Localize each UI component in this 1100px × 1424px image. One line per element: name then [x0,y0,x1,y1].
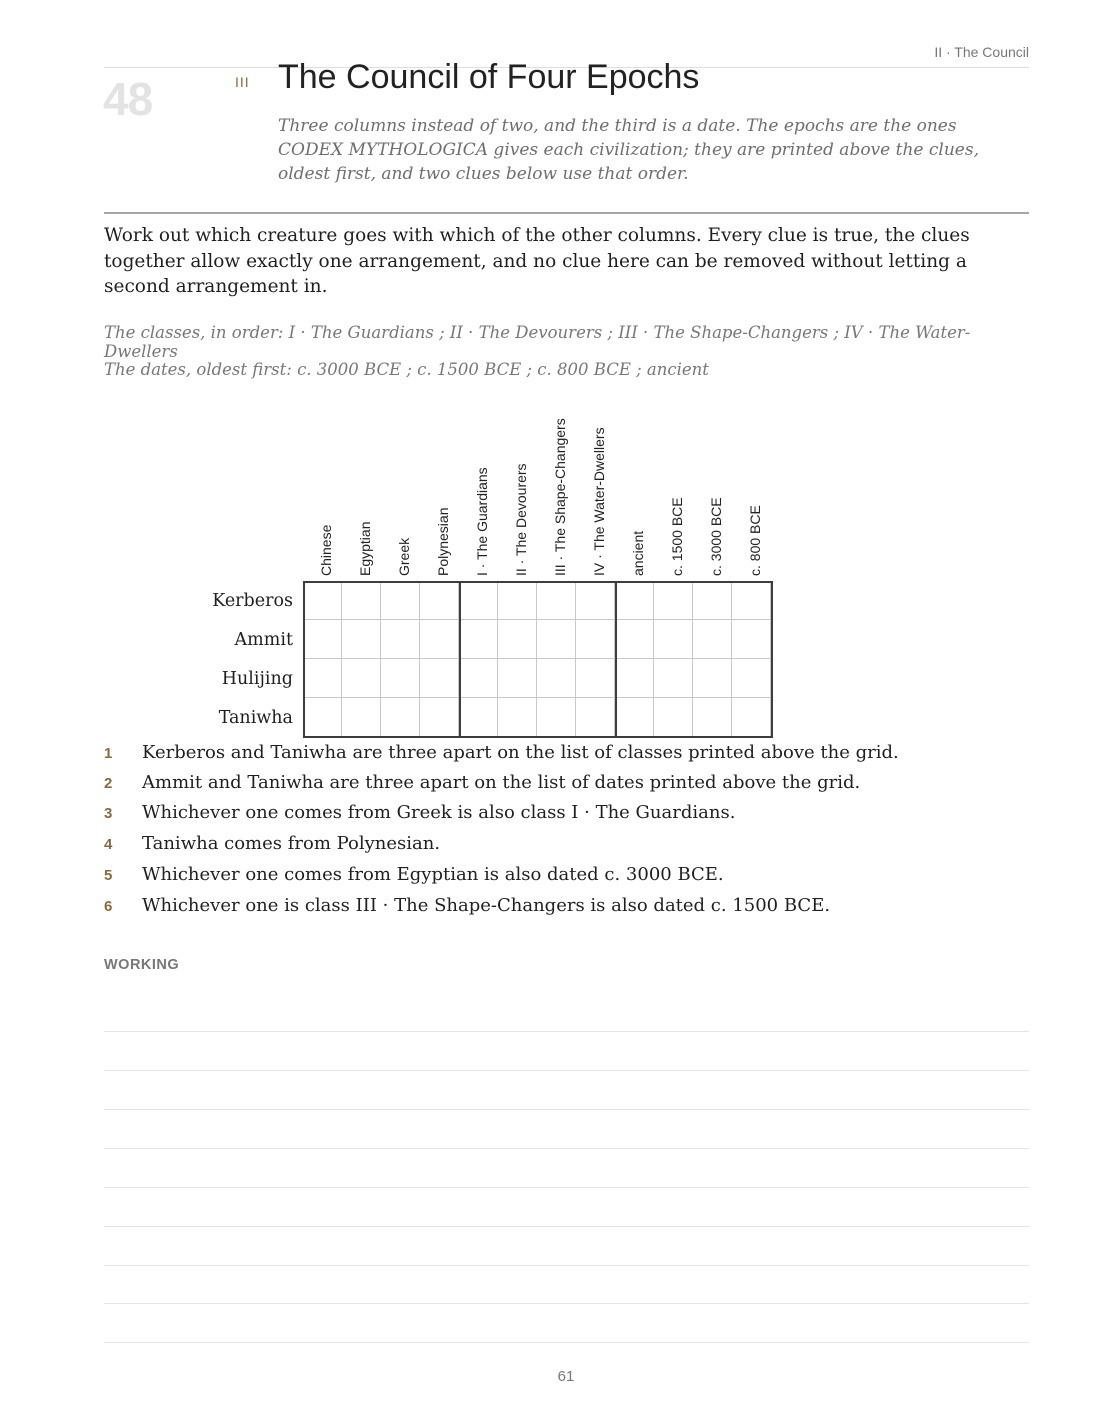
column-header-polynesian: Polynesian [435,507,451,576]
logic-grid [303,581,771,738]
puzzle-subtitle: Three columns instead of two, and the third is a date. The epochs are the ones CODEX MYTHOLOGICA gives each civilization; they are printed above the clues, oldest first, and two clues below use that order. [278,116,979,184]
grid-cell[interactable] [420,581,459,620]
section-rule [104,212,1029,214]
working-line[interactable] [104,1031,1029,1032]
grid-cell[interactable] [537,581,576,620]
clue-number: 3 [104,805,113,822]
classes-list: The classes, in order: I · The Guardians ; II · The Devourers ; III · The Shape-Changers ; IV · The Water-Dwellers [104,323,971,361]
grid-cell[interactable] [381,620,420,659]
grid-cell[interactable] [303,581,342,620]
clue-number: 4 [104,836,113,853]
grid-cell[interactable] [381,581,420,620]
grid-cell[interactable] [732,620,771,659]
grid-cell[interactable] [693,659,732,698]
grid-cell[interactable] [615,698,654,737]
working-line[interactable] [104,1070,1029,1071]
grid-cell[interactable] [420,620,459,659]
column-header-greek: Greek [396,537,412,576]
column-header-class-iii: III · The Shape-Changers [552,418,568,576]
grid-cell[interactable] [537,698,576,737]
column-header-class-ii: II · The Devourers [513,463,529,576]
working-line[interactable] [104,1187,1029,1188]
clue-2 [104,772,1029,793]
clue-text: Whichever one comes from Egyptian is also dated c. 3000 BCE. [142,864,724,885]
clue-text: Whichever one comes from Greek is also class I · The Guardians. [142,802,736,823]
grid-cell[interactable] [693,581,732,620]
grid-cell[interactable] [576,581,615,620]
grid-cell[interactable] [459,659,498,698]
column-header-800-bce: c. 800 BCE [747,505,763,576]
clue-text: Kerberos and Taniwha are three apart on the list of classes printed above the grid. [142,742,899,763]
puzzle-number: 48 [103,73,153,125]
row-label-hulijing: Hulijing [221,669,293,689]
clue-text: Ammit and Taniwha are three apart on the list of dates printed above the grid. [142,772,861,793]
grid-cell[interactable] [342,659,381,698]
grid-cell[interactable] [420,698,459,737]
clue-number: 1 [104,745,113,762]
working-label: WORKING [104,957,180,973]
grid-cell[interactable] [303,620,342,659]
grid-cell[interactable] [654,659,693,698]
row-label-taniwha: Taniwha [218,708,293,728]
grid-cell[interactable] [342,698,381,737]
grid-cell[interactable] [732,581,771,620]
clue-number: 2 [104,775,113,792]
working-line[interactable] [104,1303,1029,1304]
page-number: 61 [557,1368,575,1385]
grid-cell[interactable] [381,659,420,698]
grid-cell[interactable] [615,659,654,698]
column-header-class-iv: IV · The Water-Dwellers [591,427,607,576]
grid-cell[interactable] [576,620,615,659]
grid-cell[interactable] [303,698,342,737]
grid-cell[interactable] [342,620,381,659]
grid-cell[interactable] [420,659,459,698]
clue-6 [104,895,1029,916]
row-label-ammit: Ammit [234,630,293,650]
grid-cell[interactable] [342,581,381,620]
working-line[interactable] [104,1265,1029,1266]
instructions: Work out which creature goes with which of the other columns. Every clue is true, the clues together allow exactly one arrangement, and no clue here can be removed without letting a second arrangement in. [104,225,970,297]
clue-number: 6 [104,898,113,915]
clue-1 [104,742,1029,763]
grid-cell[interactable] [654,581,693,620]
grid-cell[interactable] [459,620,498,659]
grid-cell[interactable] [615,581,654,620]
grid-cell[interactable] [576,698,615,737]
difficulty-marker: III [235,74,250,90]
working-line[interactable] [104,1148,1029,1149]
working-line[interactable] [104,1342,1029,1343]
grid-cell[interactable] [732,659,771,698]
grid-cell[interactable] [615,620,654,659]
column-header-egyptian: Egyptian [357,521,373,576]
grid-cell[interactable] [654,698,693,737]
dates-list: The dates, oldest first: c. 3000 BCE ; c. 1500 BCE ; c. 800 BCE ; ancient [104,360,709,379]
grid-cell[interactable] [537,659,576,698]
grid-cell[interactable] [459,698,498,737]
column-header-class-i: I · The Guardians [474,467,490,576]
column-header-chinese: Chinese [318,524,334,576]
working-line[interactable] [104,1109,1029,1110]
clue-number: 5 [104,867,113,884]
grid-cell[interactable] [381,698,420,737]
column-header-3000-bce: c. 3000 BCE [708,497,724,576]
grid-cell[interactable] [732,698,771,737]
grid-cell[interactable] [654,620,693,659]
row-label-kerberos: Kerberos [212,591,293,611]
grid-cell[interactable] [693,620,732,659]
grid-cell[interactable] [498,620,537,659]
grid-cell[interactable] [537,620,576,659]
grid-cell[interactable] [459,581,498,620]
grid-cell[interactable] [693,698,732,737]
clue-4 [104,833,1029,854]
puzzle-title: The Council of Four Epochs [278,58,700,96]
grid-cell[interactable] [498,698,537,737]
working-line[interactable] [104,1226,1029,1227]
grid-cell[interactable] [576,659,615,698]
grid-cell[interactable] [498,581,537,620]
column-header-1500-bce: c. 1500 BCE [669,497,685,576]
clue-5 [104,864,1029,885]
column-header-ancient: ancient [630,530,646,576]
clue-3 [104,802,1029,823]
clue-text: Taniwha comes from Polynesian. [142,833,441,854]
grid-cell[interactable] [498,659,537,698]
grid-cell[interactable] [303,659,342,698]
clue-text: Whichever one is class III · The Shape-Changers is also dated c. 1500 BCE. [142,895,831,916]
running-head: II · The Council [934,44,1029,60]
